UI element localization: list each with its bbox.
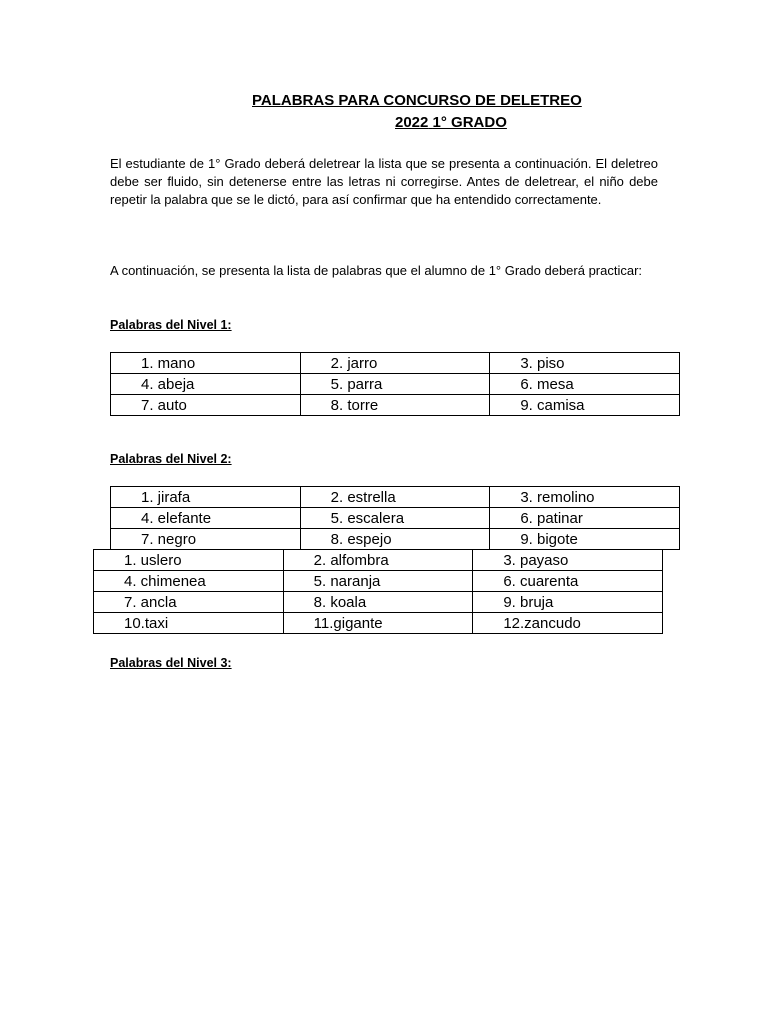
word-cell: 3. remolino [490,487,680,508]
word-cell: 11.gigante [283,613,473,634]
table-row [94,550,663,571]
table-row [111,487,680,508]
word-cell: 3. payaso [473,550,663,571]
document-subtitle [395,114,507,131]
word-cell: 8. espejo [300,529,490,550]
word-cell: 5. naranja [283,571,473,592]
word-cell: 6. patinar [490,508,680,529]
word-cell: 2. estrella [300,487,490,508]
table-row [94,613,663,634]
word-cell: 1. mano [111,353,301,374]
word-cell: 9. camisa [490,395,680,416]
table-row [111,395,680,416]
word-cell: 12.zancudo [473,613,663,634]
word-cell: 9. bigote [490,529,680,550]
word-cell: 3. piso [490,353,680,374]
word-cell: 8. torre [300,395,490,416]
word-cell: 4. chimenea [94,571,284,592]
word-cell: 5. escalera [300,508,490,529]
word-cell: 9. bruja [473,592,663,613]
level-2-heading: Palabras del Nivel 2: [110,452,232,466]
table-row [111,353,680,374]
word-cell: 2. jarro [300,353,490,374]
word-cell: 6. cuarenta [473,571,663,592]
word-cell: 6. mesa [490,374,680,395]
table-row [111,374,680,395]
word-cell: 10.taxi [94,613,284,634]
table-row [94,592,663,613]
level-3-heading: Palabras del Nivel 3: [110,656,232,670]
table-row [94,571,663,592]
level-1-heading: Palabras del Nivel 1: [110,318,232,332]
table-row [111,529,680,550]
word-cell: 4. abeja [111,374,301,395]
word-cell: 2. alfombra [283,550,473,571]
document-title: PALABRAS PARA CONCURSO DE DELETREO [252,92,582,109]
word-cell: 7. negro [111,529,301,550]
title-grade: 1° GRADO [432,114,507,131]
level-1-word-table [110,352,680,416]
word-cell: 7. ancla [94,592,284,613]
overlay-word-table [93,549,663,634]
word-cell: 1. uslero [94,550,284,571]
level-2-word-table [110,486,680,550]
word-cell: 4. elefante [111,508,301,529]
title-year: 2022 [395,114,429,131]
intro-paragraph: El estudiante de 1° Grado deberá deletrear la lista que se presenta a continuación. El deletreo debe ser fluido, sin detenerse entre las letras ni corregirse. Antes de deletrear, el niño debe repetir la palabra que se le dictó, para así confirmar que ha entendido correctamente. [110,156,658,207]
list-intro-paragraph: A continuación, se presenta la lista de palabras que el alumno de 1° Grado deberá practicar: [110,263,643,278]
word-cell: 1. jirafa [111,487,301,508]
word-cell: 8. koala [283,592,473,613]
table-row [111,508,680,529]
word-cell: 5. parra [300,374,490,395]
word-cell: 7. auto [111,395,301,416]
